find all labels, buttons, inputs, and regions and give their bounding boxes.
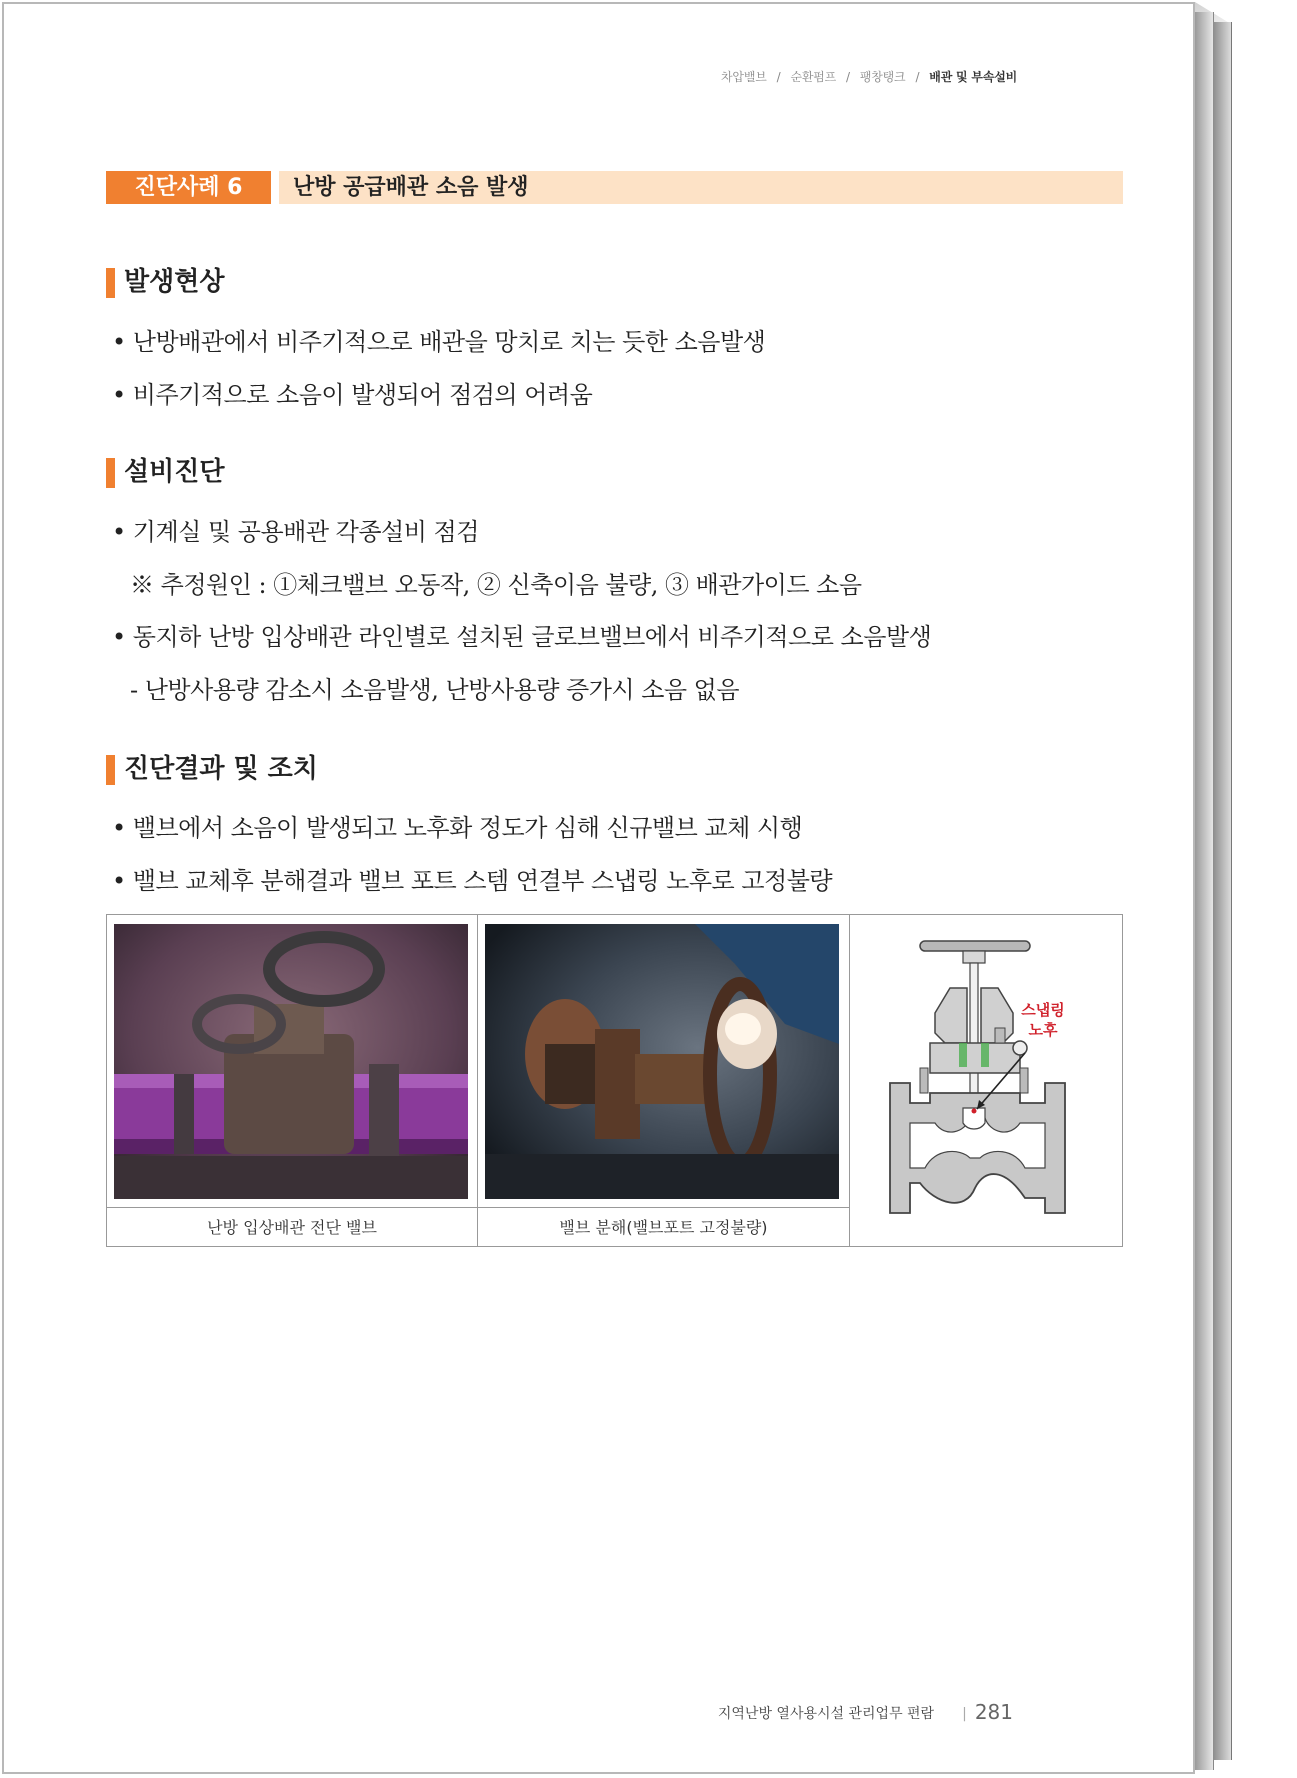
- breadcrumb-item: 차압밸브: [721, 70, 767, 84]
- diagram-label-aged: 노후: [1028, 1021, 1058, 1039]
- breadcrumb-item: 팽창탱크: [859, 70, 906, 84]
- breadcrumb-separator: /: [846, 70, 850, 84]
- globe-valve-diagram: [875, 933, 1105, 1223]
- occurrence-line-2: • 비주기적으로 소음이 발생되어 점검의 어려움: [112, 381, 593, 409]
- figure-caption-1: 난방 입상배관 전단 밸브: [107, 1207, 477, 1247]
- case-title: 난방 공급배관 소음 발생: [279, 171, 1123, 204]
- figure-caption-2: 밸브 분해(밸브포트 고정불량): [478, 1207, 849, 1247]
- diagnosis-line-3: • 동지하 난방 입상배관 라인별로 설치된 글로브밸브에서 비주기적으로 소음발생: [112, 623, 932, 651]
- diagnosis-line-2: ※ 추정원인 : ①체크밸브 오동작, ② 신축이음 불량, ③ 배관가이드 소음: [130, 571, 862, 599]
- figure-table: [106, 914, 1123, 1247]
- footer-divider: |: [962, 1706, 967, 1722]
- figure-cell-3: [850, 915, 1122, 1246]
- diagram-label-snapring: 스냅링: [1021, 1001, 1065, 1019]
- page-stack-edge: [1195, 12, 1214, 1770]
- breadcrumb-item: 순환펌프: [790, 70, 837, 84]
- footer-book-title: 지역난방 열사용시설 관리업무 편람: [717, 1706, 935, 1722]
- breadcrumb: [721, 68, 1017, 85]
- occurrence-line-1: • 난방배관에서 비주기적으로 배관을 망치로 치는 듯한 소음발생: [112, 328, 766, 356]
- section-heading-diagnosis: 설비진단: [106, 456, 224, 488]
- figure-cell-2: [478, 915, 850, 1246]
- figure-cell-1: [107, 915, 478, 1246]
- case-label: 진단사례 6: [106, 171, 271, 204]
- diagnosis-line-1: • 기계실 및 공용배관 각종설비 점검: [112, 518, 479, 546]
- diagnosis-line-4: - 난방사용량 감소시 소음발생, 난방사용량 증가시 소음 없음: [130, 676, 740, 704]
- valve-disassembly-photo: [485, 924, 839, 1199]
- document-page: [2, 2, 1195, 1774]
- breadcrumb-separator: /: [915, 70, 920, 84]
- section-heading-occurrence: 발생현상: [106, 266, 224, 298]
- result-line-1: • 밸브에서 소음이 발생되고 노후화 정도가 심해 신규밸브 교체 시행: [112, 814, 803, 842]
- section-heading-result: 진단결과 및 조치: [106, 753, 318, 785]
- page-footer: [718, 1700, 1013, 1724]
- result-line-2: • 밸브 교체후 분해결과 밸브 포트 스템 연결부 스냅링 노후로 고정불량: [112, 867, 833, 895]
- page-stack-edge: [1213, 22, 1232, 1760]
- case-header: [106, 171, 1123, 204]
- valve-pipe-photo: [114, 924, 468, 1199]
- page-number: 281: [974, 1700, 1013, 1724]
- breadcrumb-separator: /: [776, 70, 781, 84]
- breadcrumb-current: 배관 및 부속설비: [929, 70, 1017, 84]
